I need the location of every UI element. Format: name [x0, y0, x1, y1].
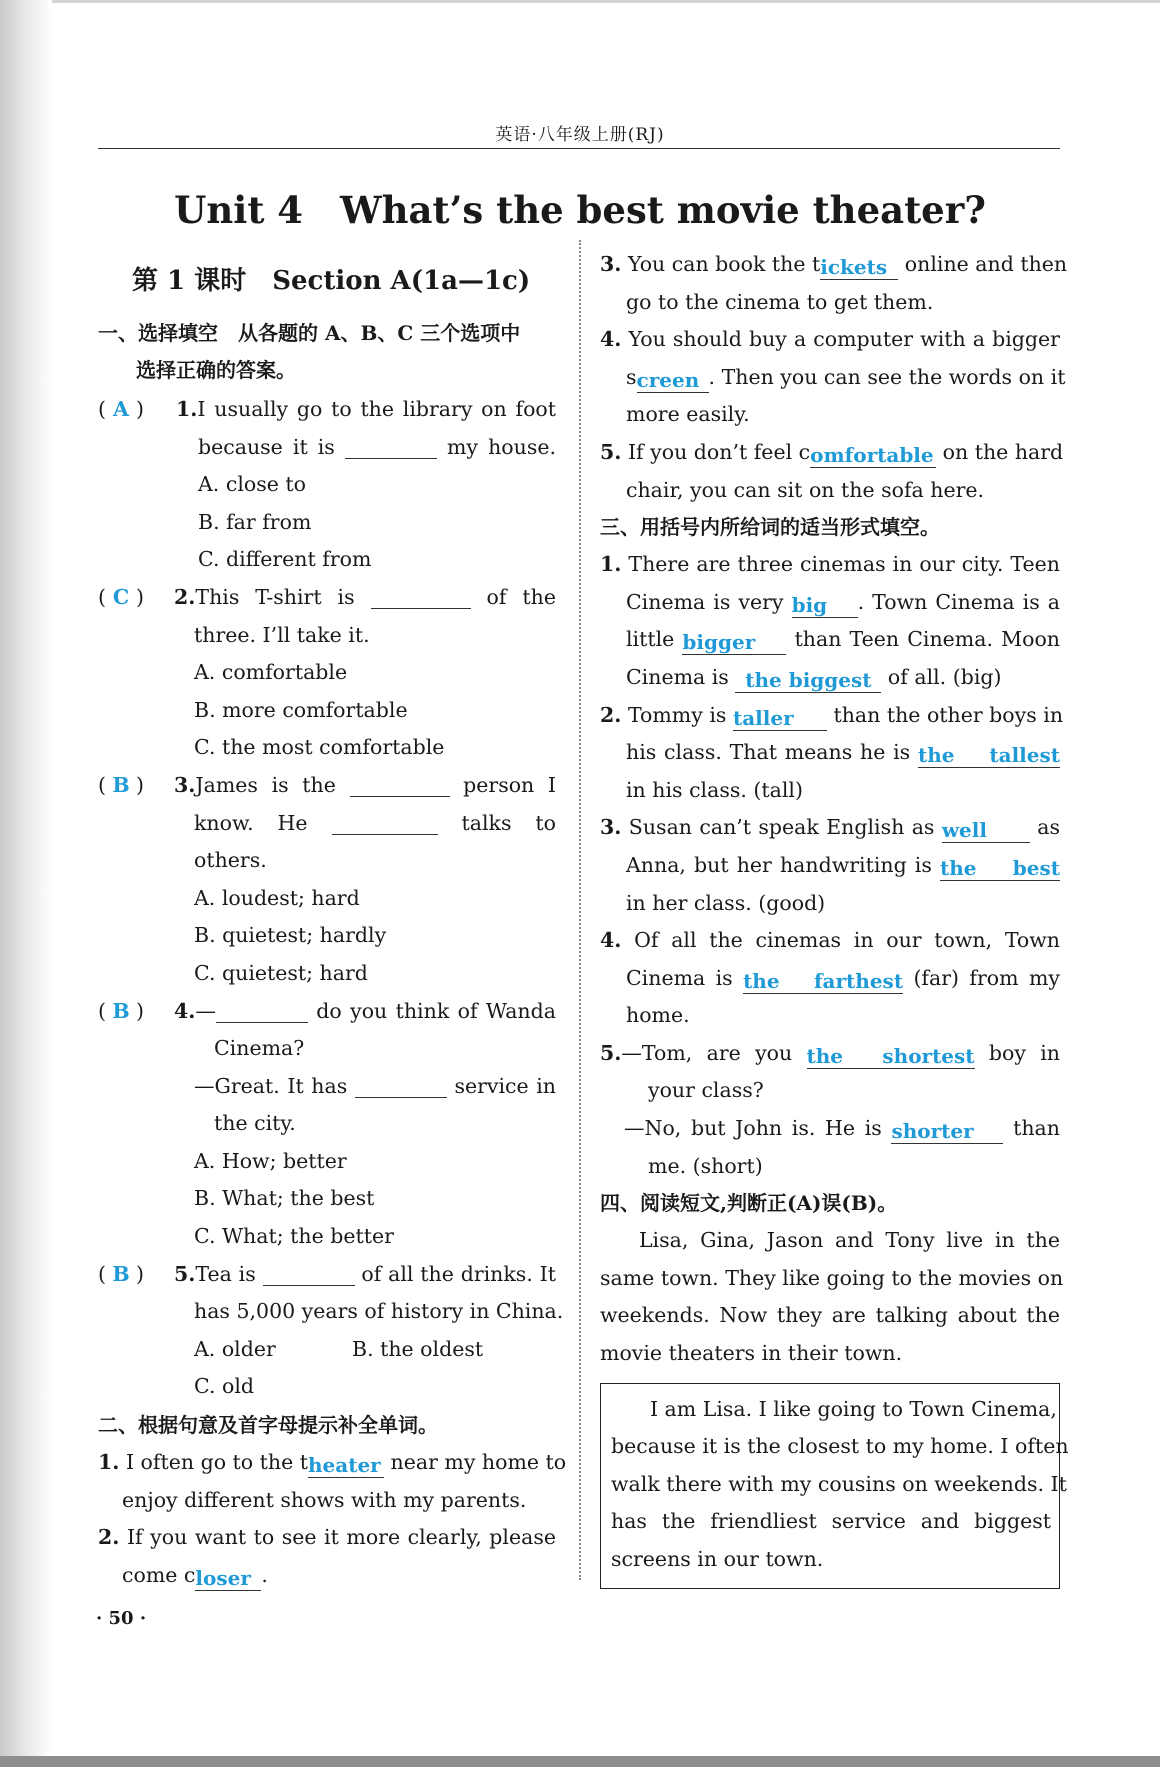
section2-title: 二、根据句意及首字母提示补全单词。 — [98, 1413, 438, 1438]
column-divider — [579, 240, 581, 1580]
question-number: 4. — [600, 327, 622, 352]
question-text: his class. That means he is — [626, 740, 911, 765]
option: B. far from — [198, 509, 312, 534]
option: B. more comfortable — [194, 697, 408, 722]
question-number: 5. — [600, 439, 622, 464]
passage-line: Lisa, Gina, Jason and Tony live in the — [638, 1228, 1060, 1253]
fill-question-4 — [600, 321, 1066, 434]
question-text: . Then you can see the words on it — [708, 364, 1066, 389]
answer-blank[interactable] — [216, 998, 308, 1023]
question-text: You should buy a computer with a bigger — [628, 327, 1060, 352]
passage-line: screens in our town. — [611, 1547, 824, 1571]
question-text: on the hard — [942, 439, 1064, 464]
question-text: of all the drinks. It — [361, 1261, 556, 1286]
question-number: 1. — [176, 397, 198, 421]
question-text: near my home to — [390, 1450, 567, 1475]
passage-line: same town. They like going to the movies on — [600, 1265, 1064, 1290]
mc-question-4 — [98, 993, 556, 1256]
section4-title: 四、阅读短文,判断正(A)误(B)。 — [600, 1191, 898, 1216]
question-text: I usually go to the library on foot — [197, 397, 556, 421]
answer-letter: B — [112, 998, 130, 1023]
question-number: 3. — [174, 772, 196, 797]
fill-question-3 — [600, 246, 1068, 321]
question-text: (far) from my — [913, 965, 1060, 990]
question-number: 4. — [600, 928, 622, 953]
question-text: than Teen Cinema. Moon — [794, 627, 1060, 652]
reading-passage-box — [600, 1383, 1069, 1589]
question-number: 2. — [600, 702, 622, 727]
page-binding-shadow — [0, 0, 52, 1767]
answer-blank[interactable] — [345, 434, 437, 459]
question-text: as — [1037, 815, 1060, 840]
option: A. older — [194, 1336, 276, 1361]
form-question-3 — [600, 809, 1060, 922]
passage-line: weekends. Now they are talking about the — [600, 1303, 1060, 1328]
answer-fill[interactable]: omfortable — [810, 443, 936, 468]
option: C. old — [194, 1374, 255, 1399]
answer-fill[interactable]: shorter — [891, 1119, 1003, 1144]
question-text: has 5,000 years of history in China. — [194, 1299, 564, 1324]
question-text: person I — [463, 772, 556, 797]
question-number: 1. — [600, 552, 622, 577]
question-text: do you think of Wanda — [316, 998, 556, 1023]
section3-title: 三、用括号内所给词的适当形式填空。 — [600, 515, 940, 540]
question-text: me. (short) — [648, 1153, 763, 1178]
question-text: others. — [194, 848, 267, 873]
reading-intro — [600, 1222, 1064, 1372]
answer-fill[interactable]: well — [942, 818, 1030, 843]
answer-fill[interactable]: the farthest — [743, 968, 904, 993]
answer-fill[interactable]: the biggest — [735, 668, 881, 693]
question-number: 5. — [174, 1261, 196, 1286]
answer-bracket: ( C ) — [98, 579, 178, 617]
option: C. What; the better — [194, 1224, 394, 1249]
answer-letter: C — [112, 584, 130, 609]
question-text: in his class. (tall) — [626, 777, 803, 802]
question-text: s — [626, 364, 637, 389]
question-text: the city. — [214, 1111, 296, 1136]
option: C. quietest; hard — [194, 960, 368, 985]
option: B. What; the best — [194, 1186, 375, 1211]
question-text: my house. — [446, 434, 556, 459]
question-text: Cinema is — [626, 965, 733, 990]
answer-fill[interactable]: the shortest — [806, 1043, 975, 1068]
answer-bracket: ( B ) — [98, 1256, 178, 1294]
passage-line: I am Lisa. I like going to Town Cinema, — [649, 1396, 1057, 1421]
bottom-edge — [0, 1756, 1160, 1767]
question-text: Anna, but her handwriting is — [626, 852, 932, 877]
form-question-1 — [600, 546, 1060, 696]
option: A. comfortable — [194, 660, 348, 685]
question-text: . Town Cinema is a — [857, 589, 1060, 614]
question-text: talks to — [461, 810, 556, 835]
question-text: online and then — [904, 252, 1068, 276]
answer-fill[interactable]: big — [792, 593, 858, 618]
section1-title-cont: 选择正确的答案。 — [136, 358, 296, 382]
question-text: You can book the t — [627, 252, 821, 276]
question-text: Of all the cinemas in our town, Town — [634, 928, 1060, 953]
answer-bracket: ( B ) — [98, 993, 178, 1031]
passage-line: walk there with my cousins on weekends. It — [611, 1471, 1067, 1496]
answer-letter: A — [113, 397, 129, 421]
fill-question-5 — [600, 434, 1064, 509]
option: C. different from — [198, 547, 372, 572]
question-text: . — [261, 1562, 268, 1587]
page-number: · 50 · — [96, 1608, 147, 1629]
question-text: come c — [122, 1562, 196, 1587]
question-text: go to the cinema to get them. — [626, 289, 934, 314]
form-question-5 — [600, 1035, 1060, 1185]
left-column — [98, 250, 567, 1594]
mc-question-3 — [98, 767, 556, 993]
option: B. quietest; hardly — [194, 923, 387, 948]
unit-title: Unit 4 What’s the best movie theater? — [174, 188, 986, 232]
question-text: Tea is — [195, 1261, 256, 1286]
question-text: There are three cinemas in our city. Teen — [628, 552, 1060, 577]
answer-blank[interactable] — [332, 810, 438, 835]
question-text: —Tom, are you — [621, 1040, 793, 1065]
mc-question-1 — [98, 391, 556, 579]
question-number: 2. — [98, 1525, 120, 1550]
question-text: three. I’ll take it. — [194, 622, 370, 647]
passage-line: movie theaters in their town. — [600, 1341, 903, 1366]
lesson-title: 第 1 课时 Section A(1a—1c) — [132, 266, 531, 296]
question-text: If you don’t feel c — [627, 439, 811, 464]
question-text: than — [1013, 1116, 1060, 1141]
question-text: enjoy different shows with my parents. — [122, 1487, 527, 1512]
question-number: 5. — [600, 1040, 622, 1065]
option: C. the most comfortable — [194, 735, 445, 760]
question-text: boy in — [988, 1040, 1060, 1065]
fill-question-2 — [98, 1519, 556, 1594]
question-text: because it is — [198, 434, 335, 459]
answer-fill[interactable]: taller — [733, 706, 827, 731]
question-number: 4. — [174, 998, 196, 1023]
answer-bracket: ( B ) — [98, 767, 178, 805]
running-header: 英语·八年级上册(RJ) — [495, 125, 665, 145]
form-question-4 — [600, 922, 1060, 1035]
answer-fill[interactable]: creen — [637, 368, 709, 393]
answer-letter: B — [112, 772, 130, 797]
answer-blank[interactable] — [350, 772, 450, 797]
option: A. close to — [198, 472, 306, 497]
question-number: 1. — [98, 1450, 120, 1475]
section1-title: 一、选择填空 从各题的 A、B、C 三个选项中 — [98, 321, 521, 345]
question-text: I often go to the t — [125, 1450, 308, 1475]
answer-blank[interactable] — [355, 1073, 447, 1098]
question-text: more easily. — [626, 402, 750, 427]
answer-fill[interactable]: bigger — [682, 630, 786, 655]
fill-question-1 — [98, 1444, 567, 1519]
option: A. How; better — [194, 1148, 347, 1173]
question-text: If you want to see it more clearly, please — [126, 1525, 556, 1550]
question-text: of all. (big) — [887, 664, 1002, 689]
question-text: —Great. It has — [194, 1073, 348, 1098]
header-rule — [98, 148, 1060, 149]
option: A. loudest; hard — [194, 885, 360, 910]
question-text: Susan can’t speak English as — [628, 815, 935, 840]
option: B. the oldest — [352, 1336, 484, 1361]
question-text: service in — [454, 1073, 556, 1098]
answer-bracket: ( A ) — [98, 391, 178, 429]
answer-fill[interactable]: heater — [308, 1453, 384, 1478]
answer-blank[interactable] — [371, 584, 471, 609]
question-text: little — [626, 627, 675, 652]
question-text: of the — [486, 584, 556, 609]
question-number: 3. — [600, 815, 622, 840]
right-column — [600, 246, 1069, 1589]
mc-question-5 — [98, 1256, 564, 1406]
question-text: Cinema is very — [626, 589, 784, 614]
question-text: chair, you can sit on the sofa here. — [626, 477, 985, 502]
answer-fill[interactable]: loser — [195, 1566, 261, 1591]
mc-question-2 — [98, 579, 556, 767]
question-number: 2. — [174, 584, 196, 609]
question-text: your class? — [648, 1078, 764, 1103]
answer-letter: B — [112, 1261, 130, 1286]
question-text: know. He — [194, 810, 308, 835]
passage-line: has the friendliest service and biggest — [611, 1509, 1051, 1534]
answer-fill[interactable]: ickets — [820, 255, 898, 280]
top-edge — [0, 0, 1160, 3]
question-text: than the other boys in — [833, 702, 1064, 727]
answer-blank[interactable] — [263, 1261, 355, 1286]
answer-fill[interactable]: the tallest — [918, 743, 1060, 768]
question-text: Cinema is — [626, 664, 729, 689]
question-text: home. — [626, 1003, 690, 1028]
question-text: —No, but John is. He is — [624, 1116, 882, 1141]
question-text: — — [195, 998, 216, 1023]
question-text: in her class. (good) — [626, 890, 826, 915]
question-number: 3. — [600, 252, 622, 276]
answer-fill[interactable]: the best — [940, 855, 1060, 880]
question-text: This T-shirt is — [195, 584, 355, 609]
question-text: Cinema? — [214, 1036, 305, 1061]
passage-line: because it is the closest to my home. I often — [611, 1434, 1069, 1459]
question-text: Tommy is — [627, 702, 727, 727]
form-question-2 — [600, 697, 1064, 810]
question-text: James is the — [195, 772, 336, 797]
